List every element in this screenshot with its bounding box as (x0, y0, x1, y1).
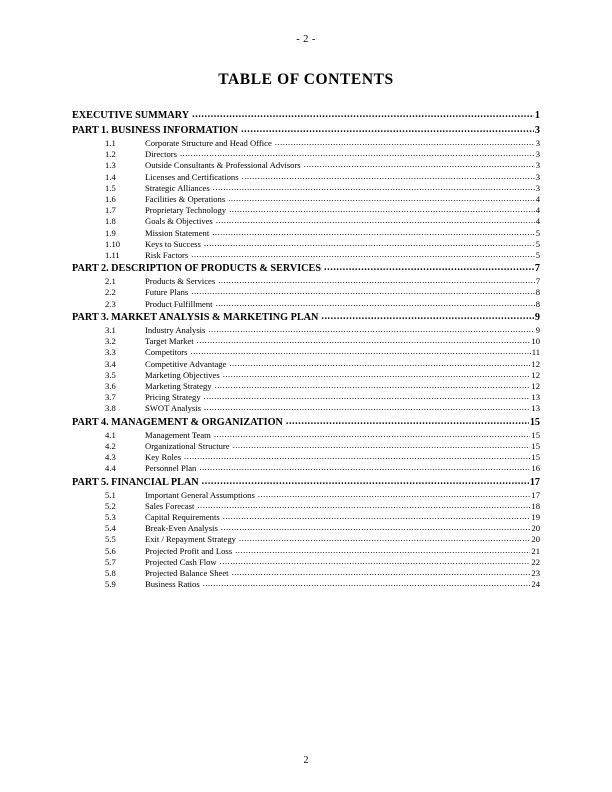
toc-section-entry[interactable] (72, 360, 540, 369)
toc-entry-page-number: 3 (535, 149, 540, 160)
toc-entry-label: Future Plans (145, 287, 189, 298)
toc-entry-label: Pricing Strategy (145, 392, 201, 403)
toc-entry-number: 5.8 (105, 568, 116, 578)
toc-entry-number: 1.5 (105, 182, 116, 193)
toc-entry-number: 2.1 (105, 276, 116, 287)
toc-entry-label: Exit / Repayment Strategy (145, 534, 236, 545)
toc-entry-label: Mission Statement (145, 227, 210, 238)
toc-section-entry[interactable] (72, 184, 540, 193)
toc-section-entry[interactable] (72, 382, 540, 391)
toc-leader-dots (258, 490, 531, 499)
toc-leader-dots (215, 381, 531, 390)
toc-entry-label: Goals & Objectives (145, 216, 213, 227)
toc-entry-number: 1.11 (105, 249, 120, 260)
toc-entry-label: Product Fulfillment (145, 298, 213, 309)
toc-entry-label: Personnel Plan (145, 463, 197, 474)
toc-leader-dots (220, 557, 531, 566)
toc-section-entry[interactable] (72, 442, 540, 451)
toc-entry-number: 1.2 (105, 149, 116, 160)
toc-entry-label: Important General Assumptions (145, 489, 255, 500)
toc-leader-dots (197, 336, 531, 345)
toc-part-entry[interactable] (72, 313, 540, 323)
toc-section-entry[interactable] (72, 173, 540, 182)
toc-entry-page-number: 15 (531, 440, 540, 451)
toc-entry-label: Products & Services (145, 276, 216, 287)
running-head: - 2 - (296, 34, 316, 45)
toc-entry-page-number: 9 (535, 325, 540, 336)
toc-leader-dots (241, 125, 534, 135)
toc-entry-page-number: 15 (531, 452, 540, 463)
toc-entry-number: 5.6 (105, 545, 116, 556)
toc-entry-page-number: 16 (531, 463, 540, 474)
toc-entry-label: Facilities & Operations (145, 193, 226, 204)
toc-entry-label: Sales Forecast (145, 500, 195, 511)
toc-entry-number: 3.6 (105, 380, 116, 391)
toc-entry-page-number: 17 (529, 476, 540, 488)
toc-leader-dots (216, 299, 535, 308)
toc-entry-label: Competitive Advantage (145, 358, 227, 369)
toc-section-entry[interactable] (72, 229, 540, 238)
toc-section-entry[interactable] (72, 569, 540, 578)
toc-section-entry[interactable] (72, 217, 540, 226)
toc-leader-dots (204, 239, 535, 248)
toc-entry-label: Marketing Objectives (145, 369, 220, 380)
toc-section-entry[interactable] (72, 464, 540, 473)
toc-entry-page-number: 7 (535, 276, 540, 287)
toc-entry-label: Risk Factors (145, 249, 189, 260)
toc-entry-page-number: 20 (531, 523, 540, 534)
toc-leader-dots (197, 501, 530, 510)
toc-entry-page-number: 8 (535, 287, 540, 298)
toc-entry-page-number: 24 (531, 579, 540, 590)
toc-entry-page-number: 1 (534, 110, 540, 121)
toc-leader-dots (223, 512, 531, 521)
toc-entry-number: 5.4 (105, 523, 116, 534)
toc-entry-label: PART 4. MANAGEMENT & ORGANIZATION (72, 416, 283, 428)
toc-entry-number: 5.5 (105, 534, 116, 545)
toc-leader-dots (184, 452, 530, 461)
toc-entry-number: 1.7 (105, 205, 116, 216)
toc-section-entry[interactable] (72, 150, 540, 159)
toc-entry-page-number: 7 (534, 263, 540, 275)
toc-entry-number: 1.6 (105, 193, 116, 204)
table-of-contents (72, 111, 540, 589)
toc-entry-page-number: 5 (535, 227, 540, 238)
toc-leader-dots (242, 172, 535, 181)
toc-section-entry[interactable] (72, 240, 540, 249)
toc-section-entry[interactable] (72, 431, 540, 440)
toc-entry-label: Corporate Structure and Head Office (145, 138, 272, 148)
toc-entry-number: 1.3 (105, 160, 116, 171)
toc-entry-label: Directors (145, 149, 177, 160)
toc-section-entry[interactable] (72, 502, 540, 511)
toc-entry-page-number: 12 (531, 369, 540, 380)
toc-leader-dots (203, 579, 531, 588)
toc-leader-dots (239, 534, 530, 543)
toc-leader-dots (199, 463, 530, 472)
toc-entry-page-number: 3 (535, 160, 540, 171)
toc-entry-number: 3.3 (105, 347, 116, 358)
toc-leader-dots (191, 250, 534, 259)
toc-section-entry[interactable] (72, 371, 540, 380)
toc-entry-label: PART 1. BUSINESS INFORMATION (72, 125, 239, 137)
toc-section-entry[interactable] (72, 195, 540, 204)
toc-entry-label: Licenses and Certifications (145, 171, 239, 182)
toc-section-entry[interactable] (72, 558, 540, 567)
toc-section-entry[interactable] (72, 288, 540, 297)
toc-entry-page-number: 10 (531, 336, 540, 347)
toc-entry-label: Strategic Alliances (145, 182, 210, 193)
toc-entry-number: 4.3 (105, 452, 116, 463)
toc-entry-label: Keys to Success (145, 238, 201, 249)
toc-entry-number: 5.1 (105, 489, 116, 500)
toc-entry-label: Marketing Strategy (145, 380, 212, 391)
toc-entry-page-number: 3 (535, 138, 540, 148)
toc-entry-page-number: 17 (531, 489, 540, 500)
toc-entry-label: PART 2. DESCRIPTION OF PRODUCTS & SERVICES (72, 263, 322, 275)
toc-part-entry[interactable] (72, 418, 540, 428)
toc-entry-number: 4.2 (105, 440, 116, 451)
toc-section-entry[interactable] (72, 580, 540, 589)
toc-entry-page-number: 18 (531, 500, 540, 511)
toc-leader-dots (191, 347, 531, 356)
toc-leader-dots (192, 110, 534, 120)
toc-entry-number: 5.9 (105, 579, 116, 590)
toc-entry-page-number: 12 (531, 358, 540, 369)
toc-entry-page-number: 15 (531, 429, 540, 440)
toc-leader-dots (208, 325, 534, 334)
toc-leader-dots (191, 287, 534, 296)
toc-section-entry[interactable] (72, 206, 540, 215)
toc-leader-dots (216, 216, 535, 225)
toc-section-entry[interactable] (72, 393, 540, 402)
toc-entry-label: Business Ratios (145, 579, 200, 590)
toc-entry-page-number: 5 (535, 238, 540, 249)
toc-entry-number: 3.2 (105, 336, 116, 347)
toc-section-entry[interactable] (72, 326, 540, 335)
toc-entry-number: 1.9 (105, 227, 116, 238)
toc-entry-label: PART 5. FINANCIAL PLAN (72, 476, 199, 488)
toc-entry-page-number: 11 (531, 347, 540, 358)
toc-entry-page-number: 3 (534, 125, 540, 137)
toc-section-entry[interactable] (72, 139, 540, 148)
toc-leader-dots (235, 546, 530, 555)
toc-entry-label: Projected Profit and Loss (145, 545, 233, 556)
toc-leader-dots (202, 477, 529, 487)
page-title: TABLE OF CONTENTS (218, 71, 394, 88)
toc-section-entry[interactable] (72, 300, 540, 309)
toc-part-entry[interactable] (72, 126, 540, 136)
toc-entry-page-number: 13 (531, 403, 540, 414)
toc-entry-label: Projected Cash Flow (145, 556, 217, 567)
toc-section-entry[interactable] (72, 513, 540, 522)
toc-leader-dots (229, 359, 530, 368)
toc-entry-page-number: 4 (535, 205, 540, 216)
toc-entry-label: PART 3. MARKET ANALYSIS & MARKETING PLAN (72, 312, 319, 324)
toc-entry-label: Competitors (145, 347, 188, 358)
toc-entry-page-number: 20 (531, 534, 540, 545)
toc-entry-page-number: 22 (531, 556, 540, 567)
toc-section-entry[interactable] (72, 337, 540, 346)
toc-section-entry[interactable] (72, 161, 540, 170)
toc-section-entry[interactable] (72, 404, 540, 413)
toc-entry-page-number: 3 (535, 182, 540, 193)
toc-section-entry[interactable] (72, 547, 540, 556)
toc-section-entry[interactable] (72, 453, 540, 462)
toc-entry-page-number: 12 (531, 380, 540, 391)
toc-entry-label: Target Market (145, 336, 194, 347)
toc-entry-number: 5.2 (105, 500, 116, 511)
toc-entry-page-number: 21 (531, 545, 540, 556)
toc-section-entry[interactable] (72, 277, 540, 286)
toc-entry-number: 4.4 (105, 463, 116, 474)
toc-leader-dots (304, 160, 535, 169)
toc-entry-label: Capital Requirements (145, 512, 220, 523)
toc-entry-page-number: 15 (529, 416, 540, 428)
toc-leader-dots (286, 417, 529, 427)
toc-leader-dots (212, 228, 534, 237)
toc-leader-dots (275, 138, 535, 147)
toc-leader-dots (221, 523, 531, 532)
toc-leader-dots (180, 149, 535, 158)
toc-entry-number: 2.2 (105, 287, 116, 298)
toc-section-entry[interactable] (72, 348, 540, 357)
toc-entry-label: Key Roles (145, 452, 182, 463)
toc-entry-number: 1.1 (105, 138, 116, 148)
toc-entry-number: 3.7 (105, 392, 116, 403)
toc-entry-label: Proprietary Technology (145, 205, 227, 216)
toc-leader-dots (204, 403, 530, 412)
toc-part-entry[interactable] (72, 111, 540, 121)
toc-entry-number: 1.4 (105, 171, 116, 182)
toc-entry-page-number: 23 (531, 568, 540, 578)
toc-part-entry[interactable] (72, 264, 540, 274)
toc-leader-dots (204, 392, 531, 401)
toc-entry-number: 3.5 (105, 369, 116, 380)
toc-entry-label: Break-Even Analysis (145, 523, 218, 534)
toc-leader-dots (228, 194, 535, 203)
toc-entry-number: 5.3 (105, 512, 116, 523)
toc-entry-page-number: 5 (535, 249, 540, 260)
toc-leader-dots (232, 568, 531, 577)
toc-leader-dots (223, 370, 531, 379)
toc-entry-label: Organizational Structure (145, 440, 230, 451)
toc-leader-dots (229, 205, 535, 214)
toc-leader-dots (213, 183, 535, 192)
toc-leader-dots (324, 263, 534, 273)
toc-entry-page-number: 3 (535, 171, 540, 182)
toc-entry-number: 1.8 (105, 216, 116, 227)
toc-entry-label: Outside Consultants & Professional Advisors (145, 160, 301, 171)
toc-entry-label: EXECUTIVE SUMMARY (72, 110, 190, 121)
toc-part-entry[interactable] (72, 478, 540, 488)
toc-entry-page-number: 13 (531, 392, 540, 403)
toc-entry-page-number: 9 (534, 312, 540, 324)
toc-entry-label: Management Team (145, 429, 211, 440)
toc-entry-number: 4.1 (105, 429, 116, 440)
toc-entry-page-number: 4 (535, 193, 540, 204)
toc-entry-page-number: 19 (531, 512, 540, 523)
toc-section-entry[interactable] (72, 524, 540, 533)
toc-entry-number: 3.8 (105, 403, 116, 414)
toc-entry-label: SWOT Analysis (145, 403, 201, 414)
toc-entry-page-number: 4 (535, 216, 540, 227)
toc-leader-dots (321, 312, 534, 322)
toc-entry-number: 3.4 (105, 358, 116, 369)
toc-entry-page-number: 8 (535, 298, 540, 309)
toc-entry-label: Projected Balance Sheet (145, 568, 229, 578)
toc-entry-number: 3.1 (105, 325, 116, 336)
toc-leader-dots (233, 441, 531, 450)
toc-leader-dots (214, 430, 531, 439)
toc-section-entry[interactable] (72, 535, 540, 544)
toc-entry-label: Industry Analysis (145, 325, 206, 336)
toc-entry-number: 2.3 (105, 298, 116, 309)
toc-leader-dots (218, 276, 535, 285)
toc-entry-number: 1.10 (105, 238, 121, 249)
toc-section-entry[interactable] (72, 491, 540, 500)
toc-entry-number: 5.7 (105, 556, 116, 567)
page-footer: 2 (303, 755, 309, 766)
toc-section-entry[interactable] (72, 251, 540, 260)
